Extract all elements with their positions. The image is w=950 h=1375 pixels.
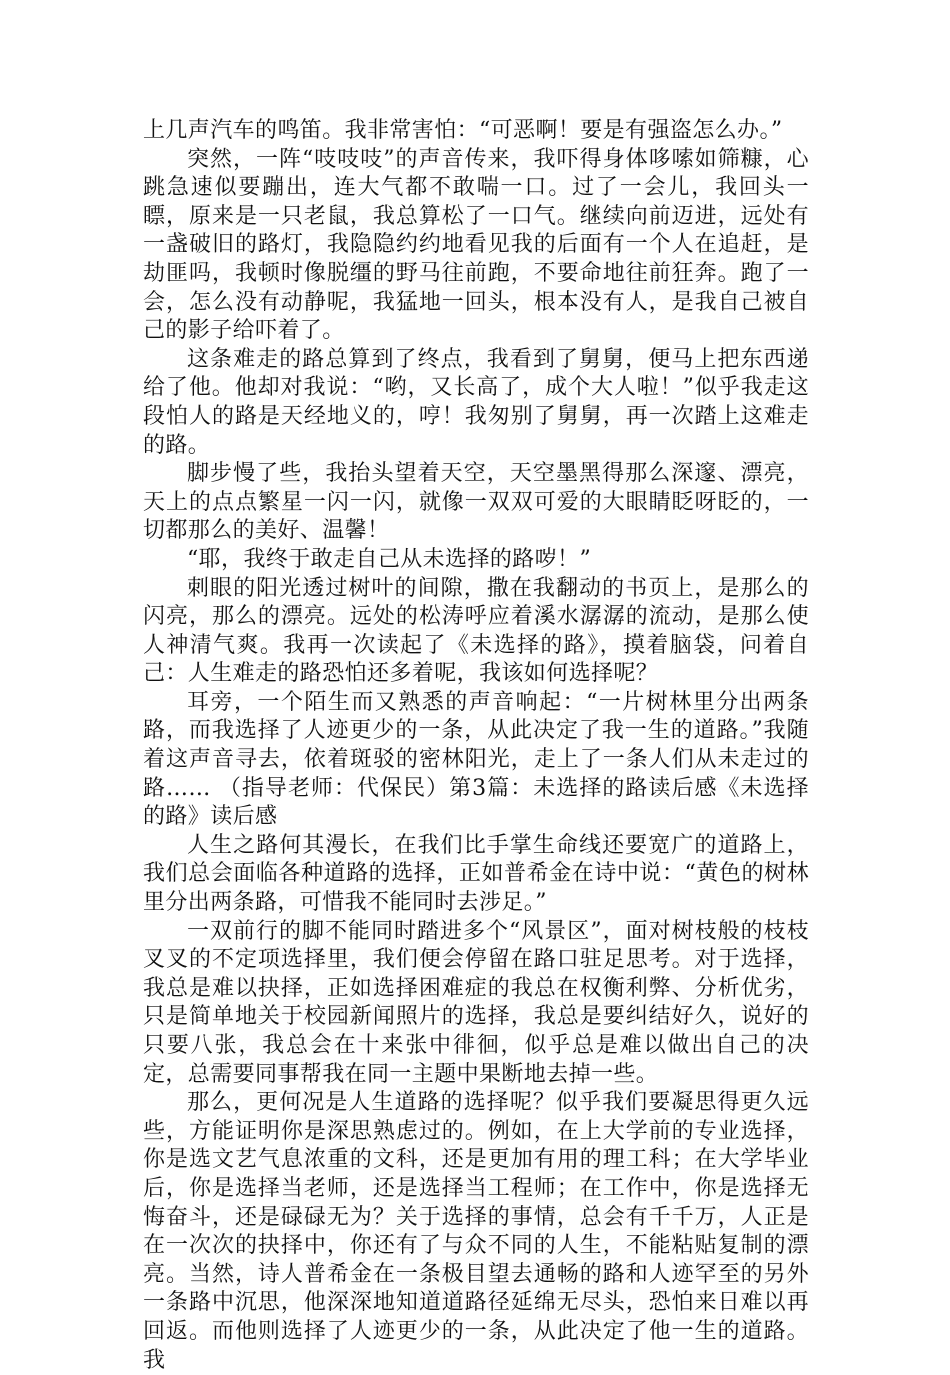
- paragraph: 那么，更何况是人生道路的选择呢？似乎我们要凝思得更久远些，方能证明你是深思熟虑过的。例如，在上大学前的专业选择，你是选文艺气息浓重的文科，还是更加有用的理工科；在大学毕业后，你是选择当老师，还是选择当工程师；在工作中，你是选择无悔奋斗，还是碌碌无为？关于选择的事情，总会有千千万，人正是在一次次的抉择中，你还有了与众不同的人生，不能粘贴复制的漂亮。当然，诗人普希金在一条极目望去通畅的路和人迹罕至的另外一条路中沉思，他深深地知道道路径延绵无尽头，恐怕来日难以再回返。而他则选择了人迹更少的一条，从此决定了他一生的道路。我: [143, 1090, 809, 1373]
- paragraph: 刺眼的阳光透过树叶的间隙，撒在我翻动的书页上，是那么的闪亮，那么的漂亮。远处的松涛呼应着溪水潺潺的流动，是那么使人神清气爽。我再一次读起了《未选择的路》，摸着脑袋，问着自己：人生难走的路恐怕还多着呢，我该如何选择呢？: [143, 575, 809, 687]
- document-body: [143, 117, 809, 1375]
- paragraph: 耳旁，一个陌生而又熟悉的声音响起：“一片树林里分出两条路，而我选择了人迹更少的一条，从此决定了我一生的道路。”我随着这声音寻去，依着斑驳的密林阳光，走上了一条人们从未走过的路…… （指导老师：代保民）第3篇：未选择的路读后感《未选择的路》读后感: [143, 689, 809, 830]
- paragraph: 脚步慢了些，我抬头望着天空，天空墨黑得那么深邃、漂亮，天上的点点繁星一闪一闪，就像一双双可爱的大眼睛眨呀眨的，一切都那么的美好、温馨！: [143, 461, 809, 544]
- paragraph: “耶，我终于敢走自己从未选择的路哕！”: [187, 546, 592, 572]
- paragraph: 人生之路何其漫长，在我们比手掌生命线还要宽广的道路上，我们总会面临各种道路的选择，正如普希金在诗中说：“黄色的树林里分出两条路，可惜我不能同时去涉足。”: [143, 832, 809, 916]
- paragraph: 一双前行的脚不能同时踏进多个“风景区”，面对树枝般的枝枝叉叉的不定项选择里，我们便会停留在路口驻足思考。对于选择，我总是难以抉择，正如选择困难症的我总在权衡利弊、分析优劣，只是简单地关于校园新闻照片的选择，我总是要纠结好久，说好的只要八张，我总会在十来张中徘徊，似乎总是难以做出自己的决定，总需要同事帮我在同一主题中果断地去掉一些。: [143, 918, 809, 1087]
- paragraph: 突然，一阵“吱吱吱”的声音传来，我吓得身体哆嗦如筛糠，心跳急速似要蹦出，连大气都不敢喘一口。过了一会儿，我回头一瞟，原来是一只老鼠，我总算松了一口气。继续向前迈进，远处有一盏破旧的路灯，我隐隐约约地看见我的后面有一个人在追赶，是劫匪吗，我顿时像脱缰的野马往前跑，不要命地往前狂奔。跑了一会，怎么没有动静呢，我猛地一回头，根本没有人，是我自己被自己的影子给吓着了。: [143, 146, 809, 344]
- paragraph-continuation: 上几声汽车的鸣笛。我非常害怕：“可恶啊！要是有强盗怎么办。”: [143, 118, 783, 143]
- paragraph: 这条难走的路总算到了终点，我看到了舅舅，便马上把东西递给了他。他却对我说：“哟，又长高了，成个大人啦！”似乎我走这段怕人的路是天经地义的，哼！我匆别了舅舅，再一次踏上这难走的路。: [143, 346, 809, 458]
